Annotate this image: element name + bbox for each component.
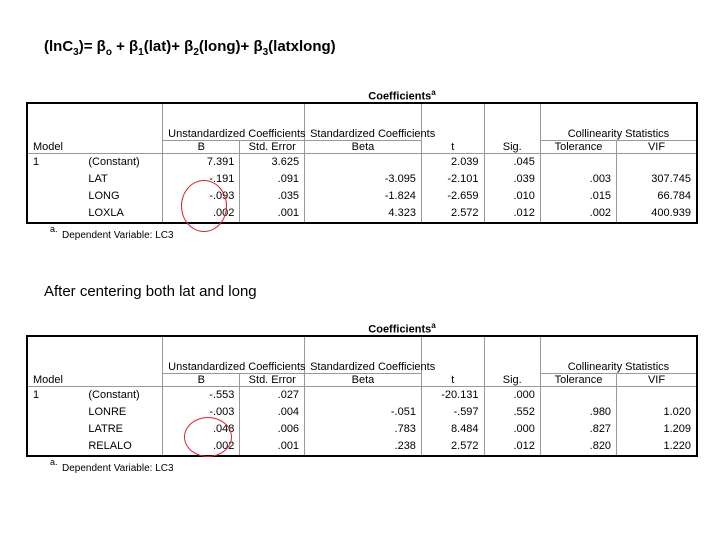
table-row <box>27 188 697 205</box>
header-model: Model <box>27 141 163 154</box>
cell-t: 8.484 <box>421 421 484 438</box>
coefficients-table-original <box>26 86 698 241</box>
cell-std-error: .091 <box>240 171 305 188</box>
cell-tolerance: .820 <box>540 438 616 456</box>
cell-std-error: .006 <box>240 421 305 438</box>
cell-std-error: 3.625 <box>240 154 305 172</box>
model-formula: $(\ln C_3)= \beta_o + \beta_1(lat)+$ $\beta_2(long)+$ $\beta_3(latxlong)$ <box>44 38 336 58</box>
row-label: LAT <box>83 171 162 188</box>
cell-b: -.093 <box>163 188 240 205</box>
model-number: 1 <box>33 156 40 168</box>
header-tolerance: Tolerance <box>540 374 616 387</box>
cell-sig: .012 <box>484 438 540 456</box>
cell-beta: .238 <box>305 438 422 456</box>
cell-beta: -1.824 <box>305 188 422 205</box>
header-beta: Beta <box>305 374 422 387</box>
header-unstandardized: Unstandardized Coefficients <box>163 103 305 141</box>
centering-caption: After centering both lat and long <box>44 283 257 300</box>
table-title: Coefficients$^a$ <box>368 321 436 336</box>
cell-beta: -3.095 <box>305 171 422 188</box>
header-unstandardized: Unstandardized Coefficients <box>163 336 305 374</box>
table-row <box>27 387 697 405</box>
cell-tolerance: .827 <box>540 421 616 438</box>
cell-b: -.553 <box>163 387 240 405</box>
cell-sig: .039 <box>484 171 540 188</box>
cell-beta: .783 <box>305 421 422 438</box>
cell-tolerance: .003 <box>540 171 616 188</box>
cell-vif <box>617 387 697 405</box>
highlight-circle <box>184 417 232 457</box>
model-number: 1 <box>33 389 40 401</box>
header-tolerance: Tolerance <box>540 141 616 154</box>
cell-t: 2.039 <box>421 154 484 172</box>
row-label: (Constant) <box>83 154 162 172</box>
cell-vif: 1.209 <box>663 423 691 435</box>
cell-sig: .552 <box>484 404 540 421</box>
cell-b: 7.391 <box>163 154 240 172</box>
header-collinearity: Collinearity Statistics <box>540 336 697 374</box>
cell-tolerance: .015 <box>540 188 616 205</box>
cell-t: -2.659 <box>421 188 484 205</box>
cell-tolerance: .980 <box>540 404 616 421</box>
table-row <box>27 438 697 456</box>
cell-beta: 4.323 <box>305 205 422 223</box>
highlight-circle <box>181 180 227 232</box>
header-b: B <box>163 374 240 387</box>
cell-b: .002 <box>163 205 240 223</box>
cell-vif: 66.784 <box>657 190 691 202</box>
table-row <box>27 171 697 188</box>
cell-sig: .012 <box>484 205 540 223</box>
coefficients-table-centered <box>26 319 698 474</box>
cell-tolerance <box>540 154 616 172</box>
cell-b: .048 <box>163 421 240 438</box>
header-standardized: Standardized Coefficients <box>305 336 422 374</box>
cell-t: -20.131 <box>421 387 484 405</box>
header-t: t <box>421 141 484 154</box>
header-t: t <box>421 374 484 387</box>
cell-t: -.597 <box>421 404 484 421</box>
cell-vif: 1.020 <box>663 406 691 418</box>
cell-vif <box>617 154 697 172</box>
cell-b: -.003 <box>163 404 240 421</box>
cell-b: -.191 <box>163 171 240 188</box>
row-label: LOXLA <box>83 205 162 223</box>
row-label: (Constant) <box>83 387 162 405</box>
cell-std-error: .027 <box>240 387 305 405</box>
cell-beta: -.051 <box>305 404 422 421</box>
row-label: LONRE <box>83 404 162 421</box>
header-std-error: Std. Error <box>240 374 305 387</box>
cell-sig: .045 <box>484 154 540 172</box>
cell-sig: .000 <box>484 421 540 438</box>
cell-std-error: .035 <box>240 188 305 205</box>
cell-t: 2.572 <box>421 438 484 456</box>
header-vif: VIF <box>617 141 697 154</box>
row-label: LONG <box>83 188 162 205</box>
cell-sig: .010 <box>484 188 540 205</box>
table-row <box>27 404 697 421</box>
table-row <box>27 154 697 172</box>
header-vif: VIF <box>617 374 697 387</box>
cell-std-error: .004 <box>240 404 305 421</box>
cell-vif: 400.939 <box>651 207 691 219</box>
header-std-error: Std. Error <box>240 141 305 154</box>
header-collinearity: Collinearity Statistics <box>540 103 697 141</box>
header-sig: Sig. <box>484 374 540 387</box>
header-sig: Sig. <box>484 141 540 154</box>
cell-beta <box>305 387 422 405</box>
table-footnote: a. Dependent Variable: LC3 <box>50 224 174 241</box>
cell-vif: 307.745 <box>651 173 691 185</box>
header-standardized: Standardized Coefficients <box>305 103 422 141</box>
cell-t: 2.572 <box>421 205 484 223</box>
header-beta: Beta <box>305 141 422 154</box>
cell-std-error: .001 <box>240 438 305 456</box>
header-b: B <box>163 141 240 154</box>
cell-sig: .000 <box>484 387 540 405</box>
table-row <box>27 205 697 223</box>
row-label: LATRE <box>83 421 162 438</box>
cell-beta <box>305 154 422 172</box>
cell-tolerance <box>540 387 616 405</box>
table-title: Coefficients$^a$ <box>368 88 436 103</box>
cell-tolerance: .002 <box>540 205 616 223</box>
row-label: RELALO <box>83 438 162 456</box>
cell-vif: 1.220 <box>663 440 691 452</box>
cell-t: -2.101 <box>421 171 484 188</box>
cell-b: .002 <box>163 438 240 456</box>
table-footnote: a. Dependent Variable: LC3 <box>50 457 174 474</box>
header-model: Model <box>27 374 163 387</box>
table-row <box>27 421 697 438</box>
cell-std-error: .001 <box>240 205 305 223</box>
